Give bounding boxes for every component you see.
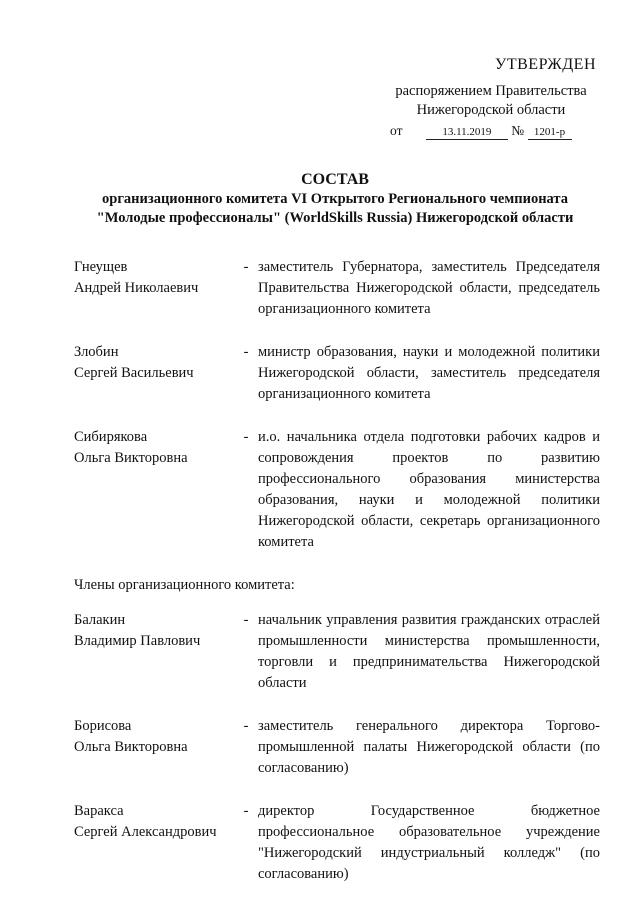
- committee-entry: [74, 716, 600, 779]
- person-given-names: Ольга Викторовна: [74, 739, 188, 755]
- person-name: [74, 257, 234, 320]
- entry-dash: -: [243, 803, 249, 819]
- approval-line-1: распоряжением Правительства: [395, 83, 587, 99]
- number-label: №: [511, 123, 525, 138]
- approval-title: УТВЕРЖДЕН: [495, 56, 596, 73]
- heading-title: СОСТАВ: [301, 171, 369, 188]
- person-given-names: Андрей Николаевич: [74, 280, 199, 296]
- person-name: [74, 342, 234, 405]
- members-header: Члены организационного комитета:: [74, 577, 295, 593]
- person-name: [74, 427, 234, 553]
- person-position: заместитель генерального директора Торгово-промышленной палаты Нижегородской области (по согласованию): [258, 718, 600, 776]
- person-name: [74, 716, 234, 779]
- approval-line-2: Нижегородской области: [416, 102, 566, 118]
- entry-dash: -: [243, 718, 249, 734]
- person-position: и.о. начальника отдела подготовки рабочих кадров и сопровождения проектов по развитию профессионального образования министерства образования, науки и молодежной политики Нижегородской области, секретарь организационного комитета: [258, 429, 600, 550]
- person-surname: Балакин: [74, 612, 126, 628]
- committee-list: [74, 257, 600, 907]
- approval-stamp: [376, 55, 606, 140]
- person-given-names: Владимир Павлович: [74, 633, 201, 649]
- person-given-names: Ольга Викторовна: [74, 450, 188, 466]
- person-name: [74, 801, 234, 885]
- person-position: министр образования, науки и молодежной политики Нижегородской области, заместитель председателя организационного комитета: [258, 344, 600, 402]
- committee-entry: [74, 801, 600, 885]
- person-given-names: Сергей Васильевич: [74, 365, 194, 381]
- order-number: 1201-р: [528, 125, 572, 140]
- person-given-names: Сергей Александрович: [74, 824, 217, 840]
- entry-dash: -: [243, 612, 249, 628]
- person-surname: Гнеущев: [74, 259, 128, 275]
- heading-line-2: "Молодые профессионалы" (WorldSkills Russia) Нижегородской области: [96, 210, 574, 226]
- person-position: начальник управления развития гражданских отраслей промышленности министерства промышленности, торговли и предпринимательства Нижегородской области: [258, 612, 600, 691]
- person-surname: Сибирякова: [74, 429, 148, 445]
- person-surname: Варакса: [74, 803, 124, 819]
- committee-entry: [74, 342, 600, 405]
- committee-entry: [74, 610, 600, 694]
- entry-dash: -: [243, 259, 249, 275]
- document-heading: [70, 170, 600, 228]
- approval-order-line: [376, 121, 606, 140]
- person-surname: Борисова: [74, 718, 132, 734]
- person-position: заместитель Губернатора, заместитель Председателя Правительства Нижегородской области, председатель организационного комитета: [258, 259, 600, 317]
- person-name: [74, 610, 234, 694]
- from-label: от: [390, 123, 403, 138]
- committee-entry: [74, 427, 600, 553]
- person-surname: Злобин: [74, 344, 119, 360]
- heading-line-1: организационного комитета VI Открытого Регионального чемпионата: [102, 191, 568, 207]
- entry-dash: -: [243, 429, 249, 445]
- order-date: 13.11.2019: [426, 125, 508, 140]
- committee-entry: [74, 257, 600, 320]
- person-position: директор Государственное бюджетное профессиональное образовательное учреждение "Нижегородский индустриальный колледж" (по согласованию): [258, 803, 600, 882]
- entry-dash: -: [243, 344, 249, 360]
